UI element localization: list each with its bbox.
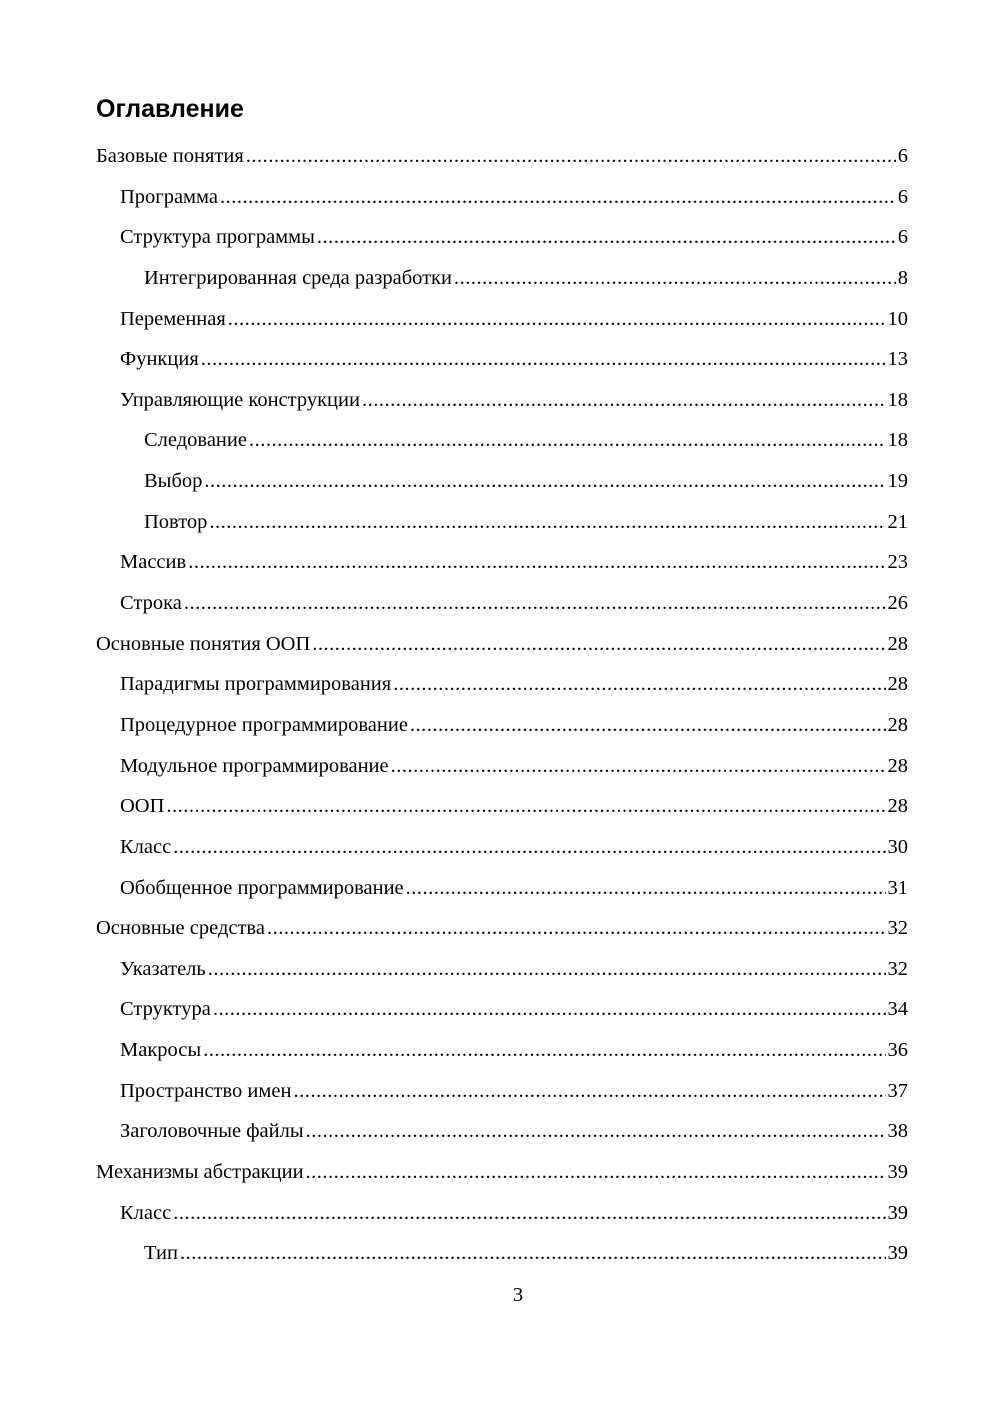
toc-entry-page: 39 xyxy=(887,1161,908,1184)
toc-entry-title: Переменная xyxy=(120,307,226,330)
toc-entry[interactable] xyxy=(96,136,908,177)
toc-entry[interactable] xyxy=(96,217,908,258)
toc-entry-page: 18 xyxy=(887,388,908,411)
toc-entry-title: Парадигмы программирования xyxy=(120,673,392,696)
toc-dot-leader xyxy=(209,502,885,543)
toc-entry-title: Указатель xyxy=(120,957,206,980)
toc-list xyxy=(96,136,908,1274)
toc-entry[interactable] xyxy=(96,664,908,705)
toc-entry[interactable] xyxy=(96,908,908,949)
toc-dot-leader xyxy=(454,258,896,299)
toc-entry-title: Структура xyxy=(120,998,211,1021)
toc-dot-leader xyxy=(410,705,886,746)
toc-entry-page: 39 xyxy=(887,1201,908,1224)
toc-entry[interactable] xyxy=(96,624,908,665)
toc-dot-leader xyxy=(306,1111,886,1152)
toc-entry-title: Процедурное программирование xyxy=(120,713,408,736)
page-number: 3 xyxy=(512,1284,524,1306)
toc-entry-title: Заголовочные файлы xyxy=(120,1120,304,1143)
toc-entry-page: 28 xyxy=(887,673,908,696)
toc-entry-page: 23 xyxy=(887,551,908,574)
toc-entry-page: 32 xyxy=(887,917,908,940)
toc-dot-leader xyxy=(188,542,885,583)
toc-dot-leader xyxy=(220,177,896,218)
toc-entry-title: Массив xyxy=(120,551,187,574)
toc-entry-title: Класс xyxy=(120,1201,172,1224)
toc-entry-page: 13 xyxy=(887,348,908,371)
toc-entry[interactable] xyxy=(96,1233,908,1274)
toc-entry-page: 21 xyxy=(887,510,908,533)
toc-entry[interactable] xyxy=(96,1071,908,1112)
toc-entry[interactable] xyxy=(96,583,908,624)
toc-entry-page: 34 xyxy=(887,998,908,1021)
toc-entry-page: 28 xyxy=(887,713,908,736)
toc-dot-leader xyxy=(180,1233,886,1274)
toc-entry-title: Управляющие конструкции xyxy=(120,388,360,411)
toc-entry-page: 10 xyxy=(887,307,908,330)
toc-entry-page: 18 xyxy=(887,429,908,452)
toc-dot-leader xyxy=(249,420,886,461)
toc-entry[interactable] xyxy=(96,868,908,909)
toc-entry-title: Интегрированная среда разработки xyxy=(144,266,452,289)
toc-entry-title: Структура программы xyxy=(120,226,315,249)
toc-dot-leader xyxy=(184,583,886,624)
toc-dot-leader xyxy=(228,299,886,340)
toc-dot-leader xyxy=(317,217,896,258)
toc-dot-leader xyxy=(246,136,896,177)
toc-entry-title: Механизмы абстракции xyxy=(96,1161,304,1184)
toc-entry-page: 28 xyxy=(887,632,908,655)
toc-entry-title: Основные средства xyxy=(96,917,265,940)
toc-dot-leader xyxy=(306,1152,886,1193)
toc-dot-leader xyxy=(406,868,886,909)
toc-dot-leader xyxy=(362,380,886,421)
toc-dot-leader xyxy=(312,624,885,665)
toc-entry-title: Следование xyxy=(144,429,247,452)
toc-entry-page: 28 xyxy=(887,795,908,818)
toc-dot-leader xyxy=(213,989,886,1030)
toc-entry[interactable] xyxy=(96,827,908,868)
toc-entry[interactable] xyxy=(96,339,908,380)
toc-entry[interactable] xyxy=(96,746,908,787)
toc-entry-title: Класс xyxy=(120,835,172,858)
toc-entry-page: 6 xyxy=(897,145,908,167)
toc-entry-page: 38 xyxy=(887,1120,908,1143)
toc-entry-page: 39 xyxy=(887,1242,908,1265)
toc-entry-title: Пространство имен xyxy=(120,1079,292,1102)
toc-entry[interactable] xyxy=(96,989,908,1030)
toc-dot-leader xyxy=(203,1030,885,1071)
toc-entry-title: Тип xyxy=(144,1242,178,1265)
toc-entry-title: Функция xyxy=(120,348,199,371)
toc-dot-leader xyxy=(393,664,885,705)
toc-entry-page: 19 xyxy=(887,470,908,493)
toc-entry[interactable] xyxy=(96,949,908,990)
toc-entry-title: Строка xyxy=(120,592,182,615)
toc-entry[interactable] xyxy=(96,1193,908,1234)
toc-heading: Оглавление xyxy=(96,95,244,123)
toc-entry-page: 6 xyxy=(897,185,908,208)
toc-dot-leader xyxy=(173,827,885,868)
toc-dot-leader xyxy=(208,949,886,990)
toc-entry[interactable] xyxy=(96,502,908,543)
toc-entry-title: Модульное программирование xyxy=(120,754,389,777)
toc-dot-leader xyxy=(204,461,885,502)
toc-entry[interactable] xyxy=(96,461,908,502)
toc-entry-page: 6 xyxy=(897,226,908,249)
toc-entry-page: 36 xyxy=(887,1039,908,1062)
toc-entry-title: Базовые понятия xyxy=(96,145,244,167)
toc-dot-leader xyxy=(391,746,886,787)
toc-entry[interactable] xyxy=(96,1152,908,1193)
toc-entry[interactable] xyxy=(96,299,908,340)
toc-entry-title: Программа xyxy=(120,185,218,208)
toc-entry[interactable] xyxy=(96,705,908,746)
toc-entry-page: 37 xyxy=(887,1079,908,1102)
toc-entry[interactable] xyxy=(96,786,908,827)
toc-entry-title: Выбор xyxy=(144,470,203,493)
toc-dot-leader xyxy=(293,1071,885,1112)
toc-entry-page: 28 xyxy=(887,754,908,777)
toc-entry-title: Макросы xyxy=(120,1039,202,1062)
toc-entry-title: Обобщенное программирование xyxy=(120,876,404,899)
toc-entry[interactable] xyxy=(96,542,908,583)
toc-entry[interactable] xyxy=(96,380,908,421)
toc-entry-title: Повтор xyxy=(144,510,208,533)
toc-entry-page: 31 xyxy=(887,876,908,899)
toc-dot-leader xyxy=(267,908,886,949)
toc-entry[interactable] xyxy=(96,1111,908,1152)
toc-entry[interactable] xyxy=(96,177,908,218)
toc-dot-leader xyxy=(201,339,886,380)
toc-entry-title: Основные понятия ООП xyxy=(96,632,311,655)
toc-entry[interactable] xyxy=(96,420,908,461)
toc-entry[interactable] xyxy=(96,258,908,299)
toc-dot-leader xyxy=(173,1193,885,1234)
toc-entry-page: 30 xyxy=(887,835,908,858)
toc-entry-page: 8 xyxy=(897,266,908,289)
toc-entry-page: 32 xyxy=(887,957,908,980)
toc-entry-page: 26 xyxy=(887,592,908,615)
toc-dot-leader xyxy=(166,786,885,827)
toc-entry[interactable] xyxy=(96,1030,908,1071)
toc-entry-title: ООП xyxy=(120,795,165,818)
